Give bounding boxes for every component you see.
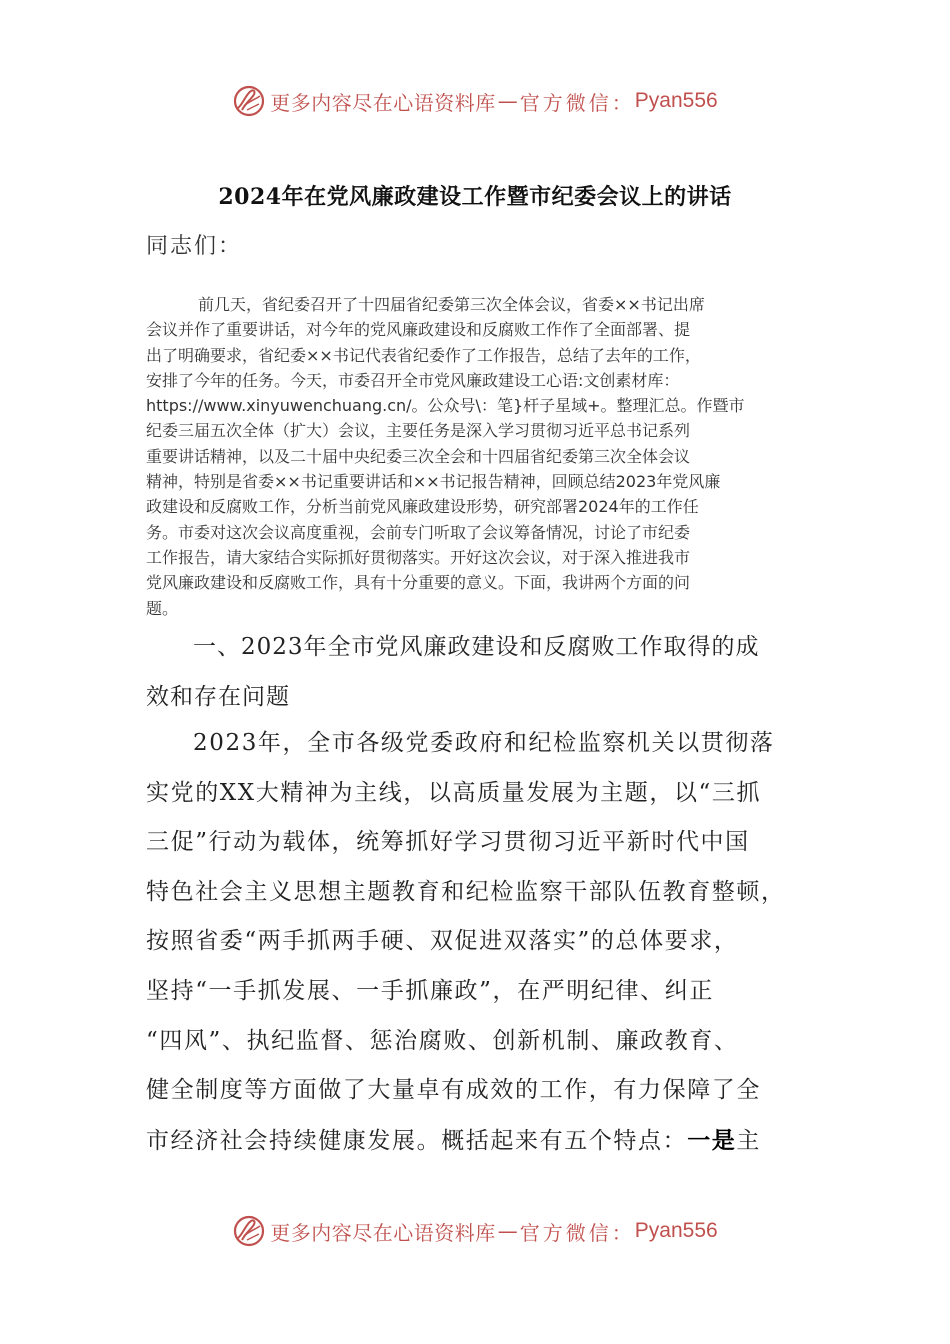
body-line: 坚持“一手抓发展、一手抓廉政”，在严明纪律、纠正 (146, 977, 714, 1004)
intro-line: 出了明确要求，省纪委××书记代表省纪委作了工作报告，总结了去年的工作， (146, 345, 701, 365)
signature-logo-icon (232, 84, 266, 118)
body-text: 主 (736, 1127, 762, 1154)
bold-marker: 一是 (687, 1126, 737, 1154)
header-banner (0, 81, 950, 121)
banner-dash: — (497, 1219, 518, 1243)
body-line: 健全制度等方面做了大量卓有成效的工作，有力保障了全 (146, 1077, 761, 1104)
footer-banner (0, 1211, 950, 1251)
intro-line: 党风廉政建设和反腐败工作，具有十分重要的意义。下面，我讲两个方面的问 (146, 573, 691, 593)
section-heading-line: 效和存在问题 (146, 684, 290, 710)
intro-line: 前几天，省纪委召开了十四届省纪委第三次全体会议，省委××书记出席 (198, 295, 705, 314)
banner-wechat-label: 官方微信： (519, 90, 635, 115)
intro-line: 安排了今年的任务。今天，市委召开全市党风廉政建设工心语:文创素材库： (146, 370, 680, 390)
body-text: 市经济社会持续健康发展。概括起来有五个特点： (146, 1127, 688, 1154)
section-heading-line: 一、2023年全市党风廉政建设和反腐败工作取得的成 (193, 634, 760, 660)
body-line: 2023年，全市各级党委政府和纪检监察机关以贯彻落 (193, 730, 775, 756)
body-line: “四风”、执纪监督、惩治腐败、创新机制、廉政教育、 (146, 1027, 739, 1054)
body-line: 按照省委“两手抓两手硬、双促进双落实”的总体要求， (146, 928, 739, 955)
body-line: 三促”行动为载体，统筹抓好学习贯彻习近平新时代中国 (146, 829, 750, 856)
banner-dash: — (497, 89, 518, 113)
section-heading (146, 622, 806, 722)
intro-line: 务。市委对这次会议高度重视，会前专门听取了会议筹备情况，讨论了市纪委 (146, 522, 691, 542)
intro-line: 题。 (146, 598, 179, 618)
intro-line: 政建设和反腐败工作，分析当前党风廉政建设形势，研究部署2024年的工作任 (146, 497, 699, 517)
body-line: 特色社会主义思想主题教育和纪检监察干部队伍教育整顿， (146, 878, 786, 905)
banner-site-text: 更多内容尽在心语资料库 (270, 90, 496, 115)
intro-line: 会议并作了重要讲话，对今年的党风廉政建设和反腐败工作作了全面部署、提 (146, 320, 691, 340)
intro-line: https://www.xinyuwenchuang.cn/。公众号\：笔}杆子星域+。整理汇总。作暨市 (146, 396, 745, 416)
banner-wechat-label: 官方微信： (519, 1220, 635, 1245)
intro-line: 工作报告，请大家结合实际抓好贯彻落实。开好这次会议，对于深入推进我市 (146, 547, 691, 567)
body-line: 实党的XX大精神为主线，以高质量发展为主题，以“三抓 (146, 779, 762, 806)
intro-line: 重要讲话精神，以及二十届中央纪委三次全会和十四届省纪委第三次全体会议 (146, 446, 691, 466)
signature-logo-icon (232, 1214, 266, 1248)
banner-site-text: 更多内容尽在心语资料库 (270, 1220, 496, 1245)
body-line-last (146, 1116, 826, 1167)
section-body-paragraph (146, 719, 826, 1166)
intro-line: 纪委三届五次全体（扩大）会议，主要任务是深入学习贯彻习近平总书记系列 (146, 421, 691, 441)
intro-paragraph (146, 292, 806, 621)
greeting: 同志们： (146, 234, 243, 259)
document-title: 2024年在党风廉政建设工作暨市纪委会议上的讲话 (218, 184, 732, 210)
banner-wechat-id: Pyan556 (634, 1219, 718, 1242)
banner-wechat-id: Pyan556 (634, 89, 718, 112)
intro-line: 精神，特别是省委××书记重要讲话和××书记报告精神，回顾总结2023年党风廉 (146, 472, 721, 492)
